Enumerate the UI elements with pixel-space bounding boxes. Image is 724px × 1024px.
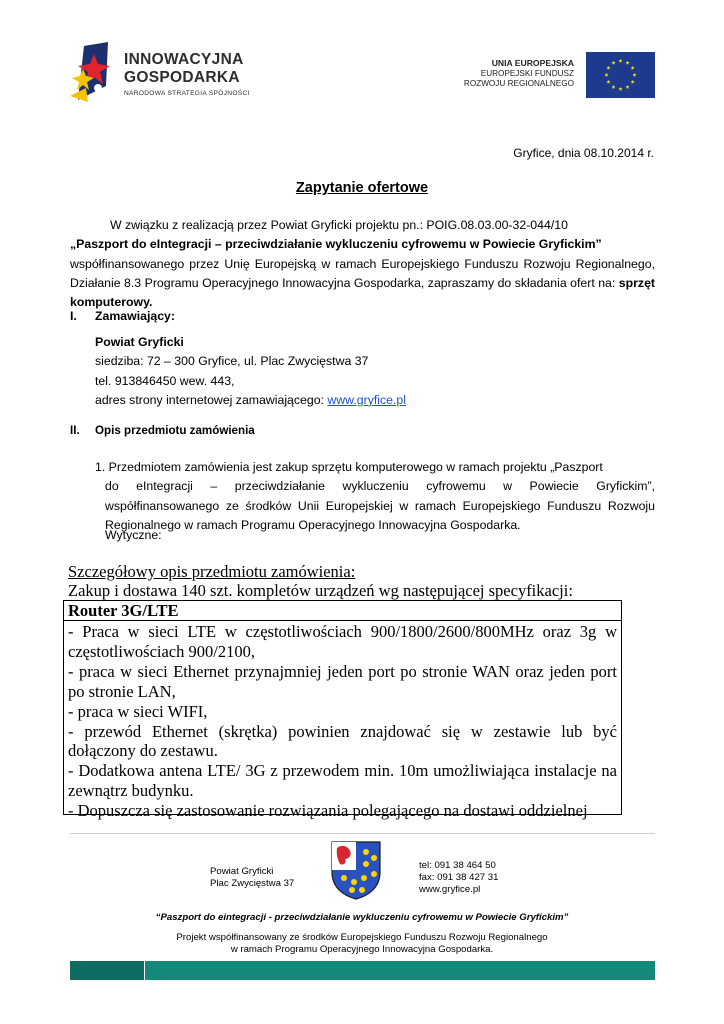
spec-table-title: Router 3G/LTE [64, 601, 621, 621]
eu-flag-icon [586, 52, 655, 98]
spec-line: - Dodatkowa antena LTE/ 3G z przewodem min. 10m umożliwiająca instalacje na zewnątrz budynku. [68, 761, 617, 801]
intro-project-name: „Paszport do eIntegracji – przeciwdziałanie wykluczeniu cyfrowemu w Powiecie Gryfickim” [70, 237, 602, 252]
footer-green-bar-accent [70, 961, 145, 980]
org-www-row [95, 391, 406, 410]
footer-cofinancing-line1: Projekt współfinansowany ze środków Europejskiego Funduszu Rozwoju Regionalnego [176, 932, 548, 943]
guidelines-label: Wytyczne: [105, 528, 162, 542]
eu-label-line2: EUROPEJSKI FUNDUSZ [480, 68, 574, 78]
ig-title-line1: INNOWACYJNA [124, 51, 244, 68]
spec-table [63, 600, 622, 821]
org-phone: tel. 913846450 wew. 443, [95, 373, 235, 388]
ig-subtitle: NARODOWA STRATEGIA SPÓJNOŚCI [124, 90, 250, 97]
spec-line: - praca w sieci Ethernet przynajmniej jeden port po stronie WAN oraz jeden port po stronie LAN, [68, 661, 617, 701]
eu-fund-label [464, 58, 574, 89]
org-www-link[interactable]: www.gryfice.pl [327, 392, 406, 407]
footer-divider [70, 833, 655, 834]
item1-rest: do eIntegracji – przeciwdziałanie wykluczeniu cyfrowemu w Powiecie Gryfickim”, współfinansowanego ze środków Unii Europejskiej w ramach Europejskiego Funduszu Rozwoju Regionalnego w ramach Programu Operacyjnego Innowacyjna Gospodarka. [105, 479, 655, 532]
spec-requirements [68, 622, 617, 821]
section-i-title: Zamawiający: [95, 309, 175, 323]
spec-line: - praca w sieci WIFI, [68, 701, 208, 721]
intro-body: współfinansowanego przez Unię Europejską w ramach Europejskiego Funduszu Rozwoju Regionalnego, Działanie 8.3 Programu Operacyjnego Innowacyjna Gospodarka, zapraszamy do składania ofert na: [70, 256, 655, 290]
org-www-label: adres strony internetowej zamawiającego: [95, 392, 324, 407]
section-ii-title: Opis przedmiotu zamówienia [95, 424, 255, 437]
footer-street: Plac Zwycięstwa 37 [210, 878, 295, 889]
eu-label-line3: ROZWOJU REGIONALNEGO [463, 78, 574, 88]
spec-heading: Szczegółowy opis przedmiotu zamówienia: [68, 562, 356, 581]
document-title: Zapytanie ofertowe [295, 180, 429, 196]
spec-line: - przewód Ethernet (skrętka) powinien znajdować się w zestawie lub być dołączony do zestawu. [68, 721, 617, 761]
contracting-authority-block [95, 333, 406, 410]
footer-fax: fax: 091 38 427 31 [419, 871, 499, 883]
footer-project-name: “Paszport do eintegracji - przeciwdziałanie wykluczeniu cyfrowemu w Powiecie Gryfickim” [155, 912, 569, 923]
intro-paragraph [70, 216, 655, 312]
footer-cofinancing-line2: w ramach Programu Operacyjnego Innowacyjna Gospodarka. [230, 944, 494, 956]
innowacyjna-gospodarka-logo-icon [70, 42, 120, 104]
powiat-gryficki-crest-icon [330, 840, 382, 900]
section-i-number: I. [70, 309, 77, 323]
spec-subheading: Zakup i dostawa 140 szt. kompletów urządzeń wg następującej specyfikacji: [68, 581, 573, 600]
section-ii-heading [70, 424, 255, 437]
footer-org-name: Powiat Gryficki [210, 866, 274, 877]
eu-label-line1: UNIA EUROPEJSKA [491, 58, 574, 68]
spec-line: - Dopuszcza się zastosowanie rozwiązania polegającego na dostawi oddzielnej [68, 801, 588, 821]
item1-first-line: 1. Przedmiotem zamówienia jest zakup sprzętu komputerowego w ramach projektu „Paszport [95, 460, 603, 474]
footer-tel: tel: 091 38 464 50 [419, 860, 496, 871]
org-address: siedziba: 72 – 300 Gryfice, ul. Plac Zwycięstwa 37 [95, 354, 369, 369]
innowacyjna-gospodarka-wordmark [124, 52, 250, 98]
section-i-heading [70, 309, 175, 323]
ig-title-line2: GOSPODARKA [124, 68, 240, 86]
org-name: Powiat Gryficki [95, 335, 184, 349]
footer-www: www.gryfice.pl [419, 883, 481, 895]
footer-cofinancing [0, 932, 724, 957]
order-item-1 [95, 458, 655, 535]
footer-address [210, 866, 294, 890]
footer-green-bar [70, 961, 655, 980]
footer-contact [419, 860, 498, 895]
spec-line: - Praca w sieci LTE w częstotliwościach 900/1800/2600/800MHz oraz 3g w częstotliwościach 900/2100, [68, 622, 617, 661]
intro-line-project: W związku z realizacją przez Powiat Gryficki projektu pn.: POIG.08.03.00-32-044/10 [110, 218, 568, 232]
document-date: Gryfice, dnia 08.10.2014 r. [513, 146, 654, 160]
section-ii-number: II. [70, 424, 80, 437]
intro-subject: sprzęt komputerowy. [70, 275, 656, 310]
